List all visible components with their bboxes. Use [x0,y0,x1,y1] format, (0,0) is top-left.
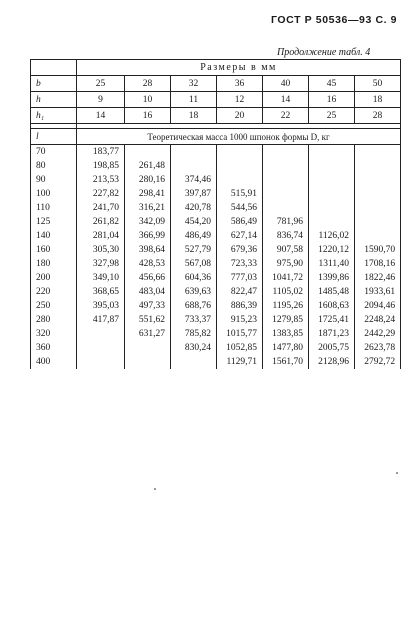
mass-cell: 261,82 [77,215,125,229]
h1-value: 18 [171,108,217,124]
table-row [31,173,401,187]
mass-cell: 483,04 [125,285,171,299]
mass-cell: 631,27 [125,327,171,341]
mass-cell: 781,96 [263,215,309,229]
mass-cell: 395,03 [77,299,125,313]
h-value: 14 [263,92,309,108]
mass-cell: 1822,46 [355,271,401,285]
mass-cell [217,145,263,160]
mass-cell: 183,77 [77,145,125,160]
mass-cell [263,159,309,173]
h-value: 16 [309,92,355,108]
mass-cell: 1383,85 [263,327,309,341]
l-value: 250 [31,299,77,313]
mass-cell [263,201,309,215]
mass-cell: 627,14 [217,229,263,243]
table-row [31,313,401,327]
l-value: 360 [31,341,77,355]
l-value: 100 [31,187,77,201]
h1-label: h₁ [31,108,77,124]
b-value: 28 [125,76,171,92]
mass-cell: 2442,29 [355,327,401,341]
mass-cell: 2792,72 [355,355,401,369]
mass-cell: 1052,85 [217,341,263,355]
table-row [31,355,401,369]
mass-cell: 1311,40 [309,257,355,271]
mass-cell: 366,99 [125,229,171,243]
l-value: 200 [31,271,77,285]
mass-cell: 374,46 [171,173,217,187]
h1-value: 16 [125,108,171,124]
mass-cell: 830,24 [171,341,217,355]
mass-cell: 777,03 [217,271,263,285]
mass-cell: 420,78 [171,201,217,215]
mass-cell: 280,16 [125,173,171,187]
mass-cell: 2248,24 [355,313,401,327]
mass-cell [309,187,355,201]
l-value: 400 [31,355,77,369]
mass-cell: 2005,75 [309,341,355,355]
table-row [31,229,401,243]
mass-cell: 886,39 [217,299,263,313]
mass-cell: 1608,63 [309,299,355,313]
mass-cell: 2094,46 [355,299,401,313]
mass-cell: 1933,61 [355,285,401,299]
h-value: 11 [171,92,217,108]
corner-cell [31,60,77,76]
scan-speck [396,472,398,474]
mass-cell: 342,09 [125,215,171,229]
document-header: ГОСТ Р 50536—93 С. 9 [271,14,398,26]
h-row [31,92,401,108]
mass-cell: 417,87 [77,313,125,327]
mass-cell: 639,63 [171,285,217,299]
mass-cell: 1477,80 [263,341,309,355]
h1-value: 28 [355,108,401,124]
table-row [31,271,401,285]
mass-cell: 688,76 [171,299,217,313]
table-continuation-note: Продолжение табл. 4 [277,47,371,58]
h-value: 10 [125,92,171,108]
mass-cell [171,159,217,173]
mass-cell [355,201,401,215]
mass-cell: 456,66 [125,271,171,285]
mass-cell: 497,33 [125,299,171,313]
mass-cell [263,145,309,160]
h1-row [31,108,401,124]
l-value: 160 [31,243,77,257]
l-value: 140 [31,229,77,243]
h-value: 12 [217,92,263,108]
b-value: 45 [309,76,355,92]
mass-cell: 1015,77 [217,327,263,341]
mass-cell [171,145,217,160]
h-value: 9 [77,92,125,108]
mass-cell [125,355,171,369]
table-row [31,159,401,173]
mass-cell: 327,98 [77,257,125,271]
mass-cell: 349,10 [77,271,125,285]
mass-cell: 975,90 [263,257,309,271]
dimensions-caption: Размеры в мм [77,60,401,76]
mass-cell: 1485,48 [309,285,355,299]
mass-cell [263,173,309,187]
table-row [31,201,401,215]
l-value: 110 [31,201,77,215]
table-row [31,299,401,313]
mass-title: Теоретическая масса 1000 шпонок формы D, кг [77,129,401,145]
b-label: b [31,76,77,92]
mass-cell [355,229,401,243]
mass-cell: 454,20 [171,215,217,229]
l-value: 220 [31,285,77,299]
mass-cell: 1399,86 [309,271,355,285]
mass-cell: 398,64 [125,243,171,257]
b-value: 25 [77,76,125,92]
h1-value: 20 [217,108,263,124]
table-row [31,145,401,160]
mass-cell [355,215,401,229]
mass-cell: 1220,12 [309,243,355,257]
mass-cell [77,327,125,341]
mass-cell: 567,08 [171,257,217,271]
h1-value: 22 [263,108,309,124]
mass-cell: 1725,41 [309,313,355,327]
mass-cell: 305,30 [77,243,125,257]
table-row [31,327,401,341]
b-row [31,76,401,92]
table-row [31,243,401,257]
mass-cell [309,145,355,160]
mass-cell: 1279,85 [263,313,309,327]
mass-cell: 1195,26 [263,299,309,313]
l-value: 180 [31,257,77,271]
l-value: 70 [31,145,77,160]
mass-cell [355,173,401,187]
b-value: 40 [263,76,309,92]
l-value: 90 [31,173,77,187]
l-value: 80 [31,159,77,173]
mass-cell: 679,36 [217,243,263,257]
mass-cell [309,215,355,229]
mass-cell: 551,62 [125,313,171,327]
mass-cell: 486,49 [171,229,217,243]
mass-cell [125,341,171,355]
mass-cell: 281,04 [77,229,125,243]
table-row [31,257,401,271]
mass-cell: 822,47 [217,285,263,299]
mass-cell [309,159,355,173]
mass-cell: 907,58 [263,243,309,257]
mass-cell [263,187,309,201]
l-label: l [31,129,77,145]
mass-cell: 241,70 [77,201,125,215]
mass-cell: 1041,72 [263,271,309,285]
mass-cell [355,145,401,160]
mass-cell [77,355,125,369]
b-value: 32 [171,76,217,92]
mass-cell: 1871,23 [309,327,355,341]
l-value: 280 [31,313,77,327]
mass-cell: 836,74 [263,229,309,243]
mass-cell: 1708,16 [355,257,401,271]
table-row [31,215,401,229]
b-value: 50 [355,76,401,92]
l-value: 320 [31,327,77,341]
mass-cell: 1129,71 [217,355,263,369]
mass-cell: 527,79 [171,243,217,257]
h1-value: 25 [309,108,355,124]
mass-cell: 915,23 [217,313,263,327]
mass-cell: 298,41 [125,187,171,201]
mass-cell [355,187,401,201]
mass-cell: 604,36 [171,271,217,285]
mass-cell [77,341,125,355]
table-row [31,341,401,355]
mass-cell: 227,82 [77,187,125,201]
mass-cell: 1105,02 [263,285,309,299]
mass-cell: 733,37 [171,313,217,327]
mass-cell [355,159,401,173]
mass-title-row [31,129,401,145]
mass-cell: 586,49 [217,215,263,229]
h-label: h [31,92,77,108]
table-row [31,285,401,299]
h-value: 18 [355,92,401,108]
mass-cell: 1561,70 [263,355,309,369]
h1-value: 14 [77,108,125,124]
mass-cell [217,159,263,173]
mass-cell: 1126,02 [309,229,355,243]
mass-cell: 316,21 [125,201,171,215]
mass-cell [125,145,171,160]
b-value: 36 [217,76,263,92]
mass-cell: 428,53 [125,257,171,271]
mass-cell: 397,87 [171,187,217,201]
mass-cell: 723,33 [217,257,263,271]
table-row [31,187,401,201]
mass-cell [309,201,355,215]
mass-cell [171,355,217,369]
scan-speck [154,488,156,490]
mass-cell: 785,82 [171,327,217,341]
l-value: 125 [31,215,77,229]
mass-cell: 198,85 [77,159,125,173]
mass-cell: 544,56 [217,201,263,215]
mass-cell: 213,53 [77,173,125,187]
mass-cell: 261,48 [125,159,171,173]
mass-cell [309,173,355,187]
key-mass-table [30,59,401,369]
mass-cell: 2128,96 [309,355,355,369]
mass-cell: 2623,78 [355,341,401,355]
mass-cell: 515,91 [217,187,263,201]
mass-cell [217,173,263,187]
mass-cell: 368,65 [77,285,125,299]
mass-cell: 1590,70 [355,243,401,257]
